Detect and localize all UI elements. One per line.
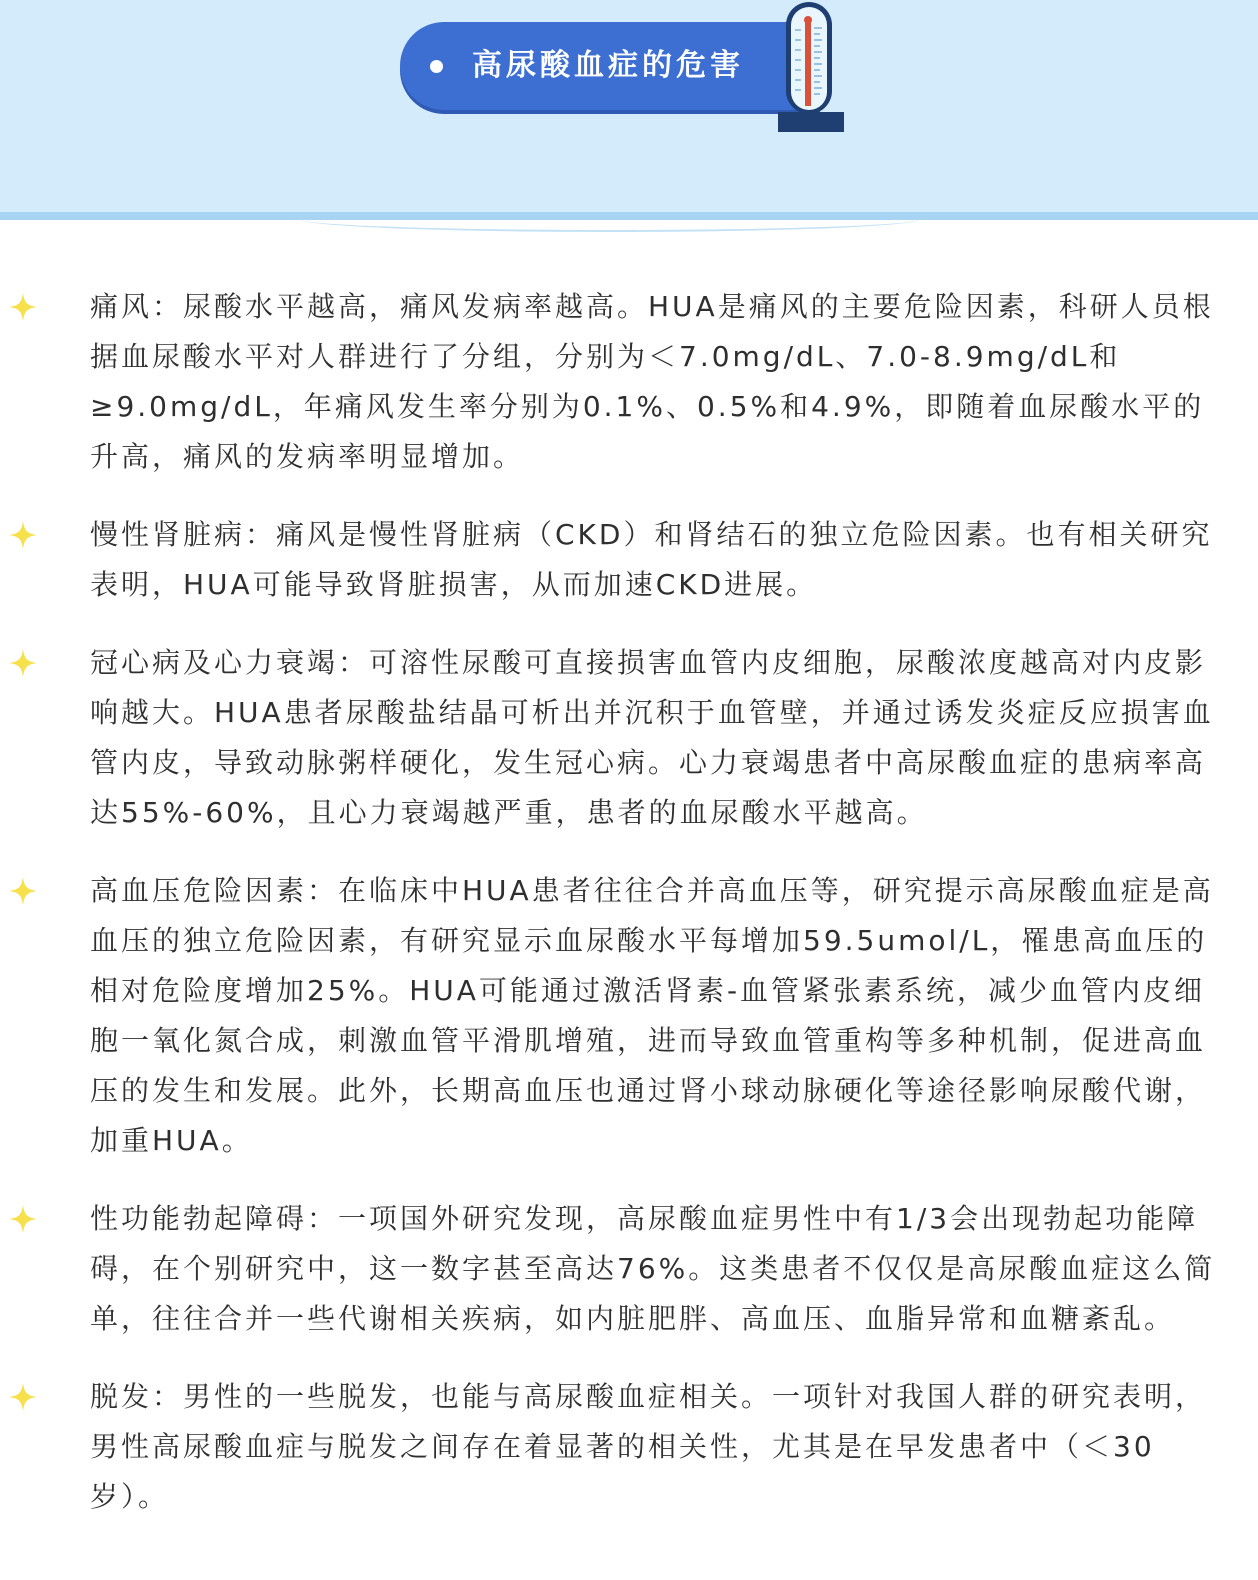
- list-item: [0, 282, 1258, 482]
- item-text: 慢性肾脏病：痛风是慢性肾脏病（CKD）和肾结石的独立危险因素。也有相关研究表明，HUA可能导致肾脏损害，从而加速CKD进展。: [90, 518, 1213, 601]
- item-text: 冠心病及心力衰竭：可溶性尿酸可直接损害血管内皮细胞，尿酸浓度越高对内皮影响越大。HUA患者尿酸盐结晶可析出并沉积于血管壁，并通过诱发炎症反应损害血管内皮，导致动脉粥样硬化，发生冠心病。心力衰竭患者中高尿酸血症的患病率高达55%-60%，且心力衰竭越严重，患者的血尿酸水平越高。: [90, 646, 1214, 829]
- item-text: 高血压危险因素：在临床中HUA患者往往合并高血压等，研究提示高尿酸血症是高血压的独立危险因素，有研究显示血尿酸水平每增加59.5umol/L，罹患高血压的相对危险度增加25%。HUA可能通过激活肾素-血管紧张素系统，减少血管内皮细胞一氧化氮合成，刺激血管平滑肌增殖，进而导致血管重构等多种机制，促进高血压的发生和发展。此外，长期高血压也通过肾小球动脉硬化等途径影响尿酸代谢，加重HUA。: [90, 874, 1214, 1157]
- header-decorative-arc: [300, 206, 920, 232]
- item-text: 脱发：男性的一些脱发，也能与高尿酸血症相关。一项针对我国人群的研究表明，男性高尿酸血症与脱发之间存在着显著的相关性，尤其是在早发患者中（＜30岁）。: [90, 1380, 1207, 1513]
- page-title: 高尿酸血症的危害: [472, 48, 744, 83]
- content-list: [0, 282, 1258, 1550]
- thermometer-icon: [778, 0, 848, 134]
- list-item: [0, 510, 1258, 610]
- sparkle-star-icon: [8, 1204, 38, 1234]
- sparkle-star-icon: [8, 1382, 38, 1412]
- sparkle-star-icon: [8, 292, 38, 322]
- sparkle-star-icon: [8, 648, 38, 678]
- title-pill: [400, 22, 820, 110]
- list-item: [0, 866, 1258, 1166]
- item-text: 痛风：尿酸水平越高，痛风发病率越高。HUA是痛风的主要危险因素，科研人员根据血尿酸水平对人群进行了分组，分别为＜7.0mg/dL、7.0-8.9mg/dL和≥9.0mg/dL，年痛风发生率分别为0.1%、0.5%和4.9%，即随着血尿酸水平的升高，痛风的发病率明显增加。: [90, 290, 1214, 473]
- item-text: 性功能勃起障碍：一项国外研究发现，高尿酸血症男性中有1/3会出现勃起功能障碍，在个别研究中，这一数字甚至高达76%。这类患者不仅仅是高尿酸血症这么简单，往往合并一些代谢相关疾病，如内脏肥胖、高血压、血脂异常和血糖紊乱。: [90, 1202, 1216, 1335]
- sparkle-star-icon: [8, 520, 38, 550]
- sparkle-star-icon: [8, 876, 38, 906]
- list-item: [0, 1372, 1258, 1522]
- list-item: [0, 1194, 1258, 1344]
- dot-icon: [430, 60, 443, 73]
- list-item: [0, 638, 1258, 838]
